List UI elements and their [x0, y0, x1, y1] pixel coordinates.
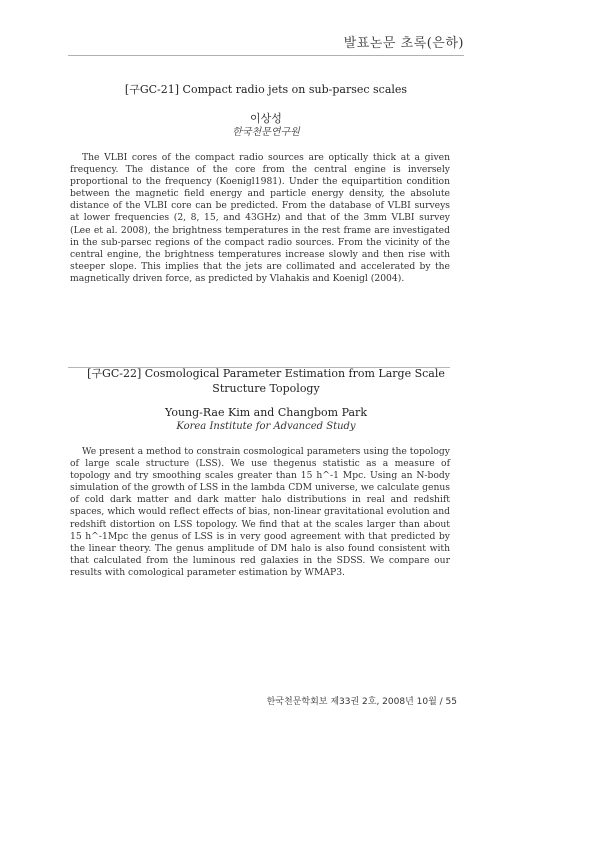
- article-2-title-line-1: [구GC-22] Cosmological Parameter Estimation from Large Scale: [87, 367, 445, 380]
- page-footer: 한국천문학회보 제33권 2호, 2008년 10월 / 55: [266, 697, 457, 707]
- section-header: 발표논문 초록(은하): [343, 36, 464, 51]
- article-1-abstract: The VLBI cores of the compact radio sources are optically thick at a given frequency. The distance of the core from the central engine is inversely proportional to the frequency (Koenigl1981). Under the equipartition condition between the magnetic field energy and particle energy density, the absolute distance of the VLBI core can be predicted. From the database of VLBI surveys at lower frequencies (2, 8, 15, and 43GHz) and that of the 3mm VLBI survey (Lee et al. 2008), the brightness temperatures in the rest frame are investigated in the sub-parsec regions of the compact radio sources. From the vicinity of the central engine, the brightness temperatures increase slowly and then rise with steeper slope. This implies that the jets are collimated and accelerated by the magnetically driven force, as predicted by Vlahakis and Koenigl (2004).: [70, 152, 450, 284]
- article-1-author: 이상성: [250, 112, 282, 125]
- article-2-affiliation: Korea Institute for Advanced Study: [176, 421, 356, 432]
- header-divider: [68, 55, 464, 56]
- article-1-title: [구GC-21] Compact radio jets on sub-parsec scales: [124, 83, 408, 96]
- article-2-title: [68, 366, 464, 396]
- article-2-author: Young-Rae Kim and Changbom Park: [165, 406, 367, 419]
- article-1-affiliation: 한국천문연구원: [232, 127, 300, 138]
- article-2-abstract: We present a method to constrain cosmological parameters using the topology of large scale structure (LSS). We use thegenus statistic as a measure of topology and try smoothing scales greater than 15 h^-1 Mpc. Using an N-body simulation of the growth of LSS in the lambda CDM universe, we calculate genus of cold dark matter and dark matter halo distributions in real and redshift spaces, which would reflect effects of bias, non-linear gravitational evolution and redshift distortion on LSS topology. We find that at the scales larger than about 15 h^-1Mpc the genus of LSS is in very good agreement with that predicted by the linear theory. The genus amplitude of DM halo is also found consistent with that calculated from the luminous red galaxies in the SDSS. We compare our results with comological parameter estimation by WMAP3.: [70, 446, 450, 578]
- article-2-title-line-2: Structure Topology: [212, 382, 320, 395]
